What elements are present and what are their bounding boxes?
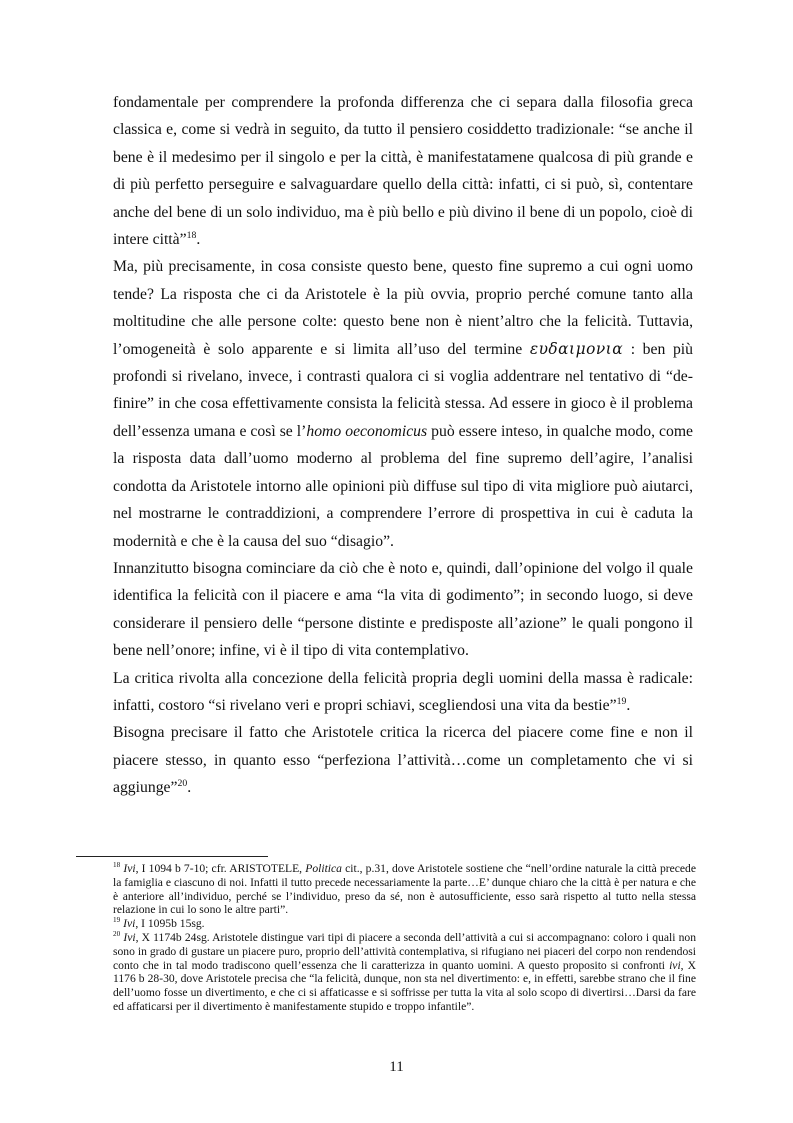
footnotes xyxy=(113,862,696,1014)
paragraph-5-end: . xyxy=(187,779,192,797)
paragraph-4-text: La critica rivolta alla concezione della felicità propria degli uomini della massa è radicale: infatti, costoro “si rivelano veri e propri schiavi, scegliendosi una vita da bestie” xyxy=(113,669,693,714)
paragraph-2-text-b: : ben più profondi si rivelano, invece, i contrasti qualora ci si voglia addentrare nel tentativo di “de-finire” in che cosa effettivamente consista la felicità stessa. Ad essere in gioco è il problema dell’essenza umana e così se l’ xyxy=(113,340,693,440)
paragraph-2-text-a: Ma, più precisamente, in cosa consiste questo bene, questo fine supremo a cui ogni uomo tende? La risposta che ci da Aristotele è la più ovvia, proprio perché comune tanto alla moltitudine che alle persone colte: questo bene non è nient’altro che la felicità. Tuttavia, l’omogeneità è solo apparente e si limita all’uso del termine xyxy=(113,258,693,358)
homo-oeconomicus-term: homo oeconomicus xyxy=(306,422,428,440)
footnote-18 xyxy=(113,862,696,917)
footnote-18-text-b: cit., p.31, dove Aristotele sostiene che “nell’ordine naturale la città precede la famiglia e ciascuno di noi. Infatti il tutto precede necessariamente la parte…E’ dunque chiaro che la città è per natura e che è anteriore all’individuo, perché se l’individuo, preso da sé, non è autosufficiente, esso sarà rispetto al tutto nella stessa relazione in cui lo sono le altre parti”. xyxy=(113,862,696,917)
paragraph-2 xyxy=(113,253,693,554)
footnote-20-text-b: , X 1176 b 28-30, dove Aristotele precisa che “la felicità, dunque, non sta nel divertimento: e, in effetti, sarebbe strano che il fine dell’uomo fosse un divertimento, e che ci si affaticasse e si soffrisse per tutta la vita al solo scopo di divertirsi…Darsi da fare ed affaticarsi per il divertimento è manifestamente stupido e troppo infantile”. xyxy=(113,958,696,1013)
footnote-18-politica: Politica xyxy=(305,862,342,875)
page-number: 11 xyxy=(389,1059,404,1075)
footnote-18-number: 18 xyxy=(113,861,121,870)
paragraph-5 xyxy=(113,719,693,801)
footnote-20 xyxy=(113,931,696,1014)
paragraph-5-text: Bisogna precisare il fatto che Aristotele critica la ricerca del piacere come fine e non il piacere stesso, in quanto esso “perfeziona l’attività…come un completamento che vi si aggiunge” xyxy=(113,724,693,797)
footnote-ref-18: 18 xyxy=(186,229,197,241)
footnote-ref-19: 19 xyxy=(616,695,627,707)
greek-term: ευδαιμονια xyxy=(529,339,624,358)
footnote-19-text: , I 1095b 15sg. xyxy=(135,917,205,931)
paragraph-1 xyxy=(113,89,693,253)
footnote-18-ivi: Ivi xyxy=(123,862,136,875)
footnote-19-ivi: Ivi xyxy=(123,917,136,931)
paragraph-4-end: . xyxy=(626,696,631,714)
paragraph-3: Innanzitutto bisogna cominciare da ciò che è noto e, quindi, dall’opinione del volgo il quale identifica la felicità con il piacere e ama “la vita di godimento”; in secondo luogo, si deve considerare il pensiero delle “persone distinte e predisposte all’azione” le quali pongono il bene nell’onore; infine, vi è il tipo di vita contemplativo. xyxy=(113,559,693,660)
paragraph-4 xyxy=(113,665,693,720)
footnote-19 xyxy=(113,917,696,931)
footnote-separator xyxy=(76,856,268,857)
footnote-20-text-a: , X 1174b 24sg. Aristotele distingue vari tipi di piacere a seconda dell’attività a cui si accompagnano: coloro i quali non sono in grado di gustare un piacere puro, proprio dell’attività contemplativa, si rifugiano nei piaceri del corpo non rendendosi conto che in tal modo tradiscono quell’essenza che li caratterizza in quanto uomini. A questo proposito si confronti xyxy=(113,930,696,972)
footnote-20-ivi-2: ivi xyxy=(669,958,681,972)
paragraph-1-text: fondamentale per comprendere la profonda differenza che ci separa dalla filosofia greca classica e, come si vedrà in seguito, da tutto il pensiero cosiddetto tradizionale: “se anche il bene è il medesimo per il singolo e per la città, è manifestatamene qualcosa di più grande e di più perfetto perseguire e salvaguardare quello della città: infatti, ci si può, sì, contentare anche del bene di un solo individuo, ma è più bello e più divino il bene di un popolo, cioè di intere città” xyxy=(113,94,693,249)
footnote-20-number: 20 xyxy=(113,930,121,939)
paragraph-1-end: . xyxy=(196,231,201,249)
footnote-20-ivi: Ivi xyxy=(123,930,136,944)
footnote-18-text-a: , I 1094 b 7-10; cfr. ARISTOTELE, xyxy=(135,862,306,875)
footnote-19-number: 19 xyxy=(113,916,121,925)
main-text xyxy=(113,89,693,802)
paragraph-2-text-c: può essere inteso, in qualche modo, come la risposta data dall’uomo moderno al problema del fine supremo dell’agire, l’analisi condotta da Aristotele intorno alle opinioni più diffuse sul tipo di vita migliore può aiutarci, nel mostrarne le contraddizioni, a comprendere l’errore di prospettiva in cui è caduta la modernità e che è la causa del suo “disagio”. xyxy=(113,422,693,550)
footnote-ref-20: 20 xyxy=(177,777,188,789)
